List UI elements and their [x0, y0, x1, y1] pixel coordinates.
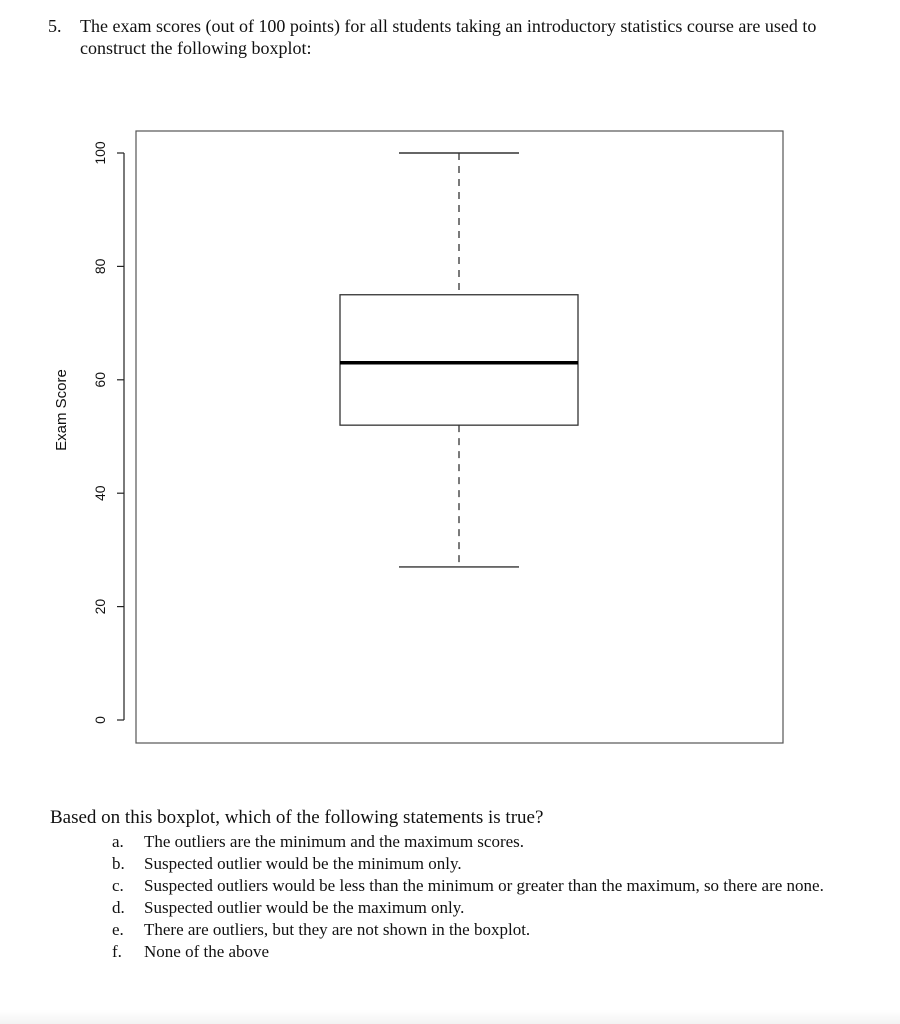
option-letter: c.: [112, 876, 124, 895]
question-number: 5.: [48, 16, 62, 36]
y-axis-ticks: [92, 141, 124, 724]
page-bottom-edge: [0, 1010, 900, 1024]
y-tick-label: 40: [92, 485, 108, 501]
option-text: Suspected outlier would be the minimum only.: [144, 854, 462, 873]
answer-options: [112, 831, 852, 963]
option-e[interactable]: [112, 919, 852, 941]
option-f[interactable]: [112, 941, 852, 963]
question-prompt: Based on this boxplot, which of the following statements is true?: [50, 807, 544, 828]
option-letter: b.: [112, 854, 125, 873]
option-c[interactable]: [112, 875, 852, 897]
option-text: The outliers are the minimum and the maximum scores.: [144, 832, 525, 851]
y-tick-label: 80: [92, 258, 108, 275]
option-d[interactable]: [112, 897, 852, 919]
option-text: None of the above: [144, 942, 270, 961]
option-text: There are outliers, but they are not shown in the boxplot.: [144, 920, 531, 939]
option-b[interactable]: [112, 853, 852, 875]
question-text: The exam scores (out of 100 points) for all students taking an introductory statistics course are used to construct the following boxplot:: [80, 16, 817, 58]
option-letter: e.: [112, 920, 124, 939]
option-text: Suspected outliers would be less than the minimum or greater than the maximum, so there are none.: [144, 876, 824, 895]
y-axis-label: Exam Score: [53, 369, 70, 451]
option-text: Suspected outlier would be the maximum only.: [144, 898, 465, 917]
box-group: [340, 153, 578, 567]
option-letter: f.: [112, 942, 122, 961]
y-tick-label: 60: [92, 372, 108, 388]
iqr-box: [340, 295, 578, 425]
option-letter: a.: [112, 832, 124, 851]
option-a[interactable]: [112, 831, 852, 853]
y-tick-label: 100: [92, 141, 108, 165]
option-letter: d.: [112, 898, 125, 917]
y-tick-label: 20: [92, 598, 108, 615]
y-tick-label: 0: [92, 716, 108, 724]
